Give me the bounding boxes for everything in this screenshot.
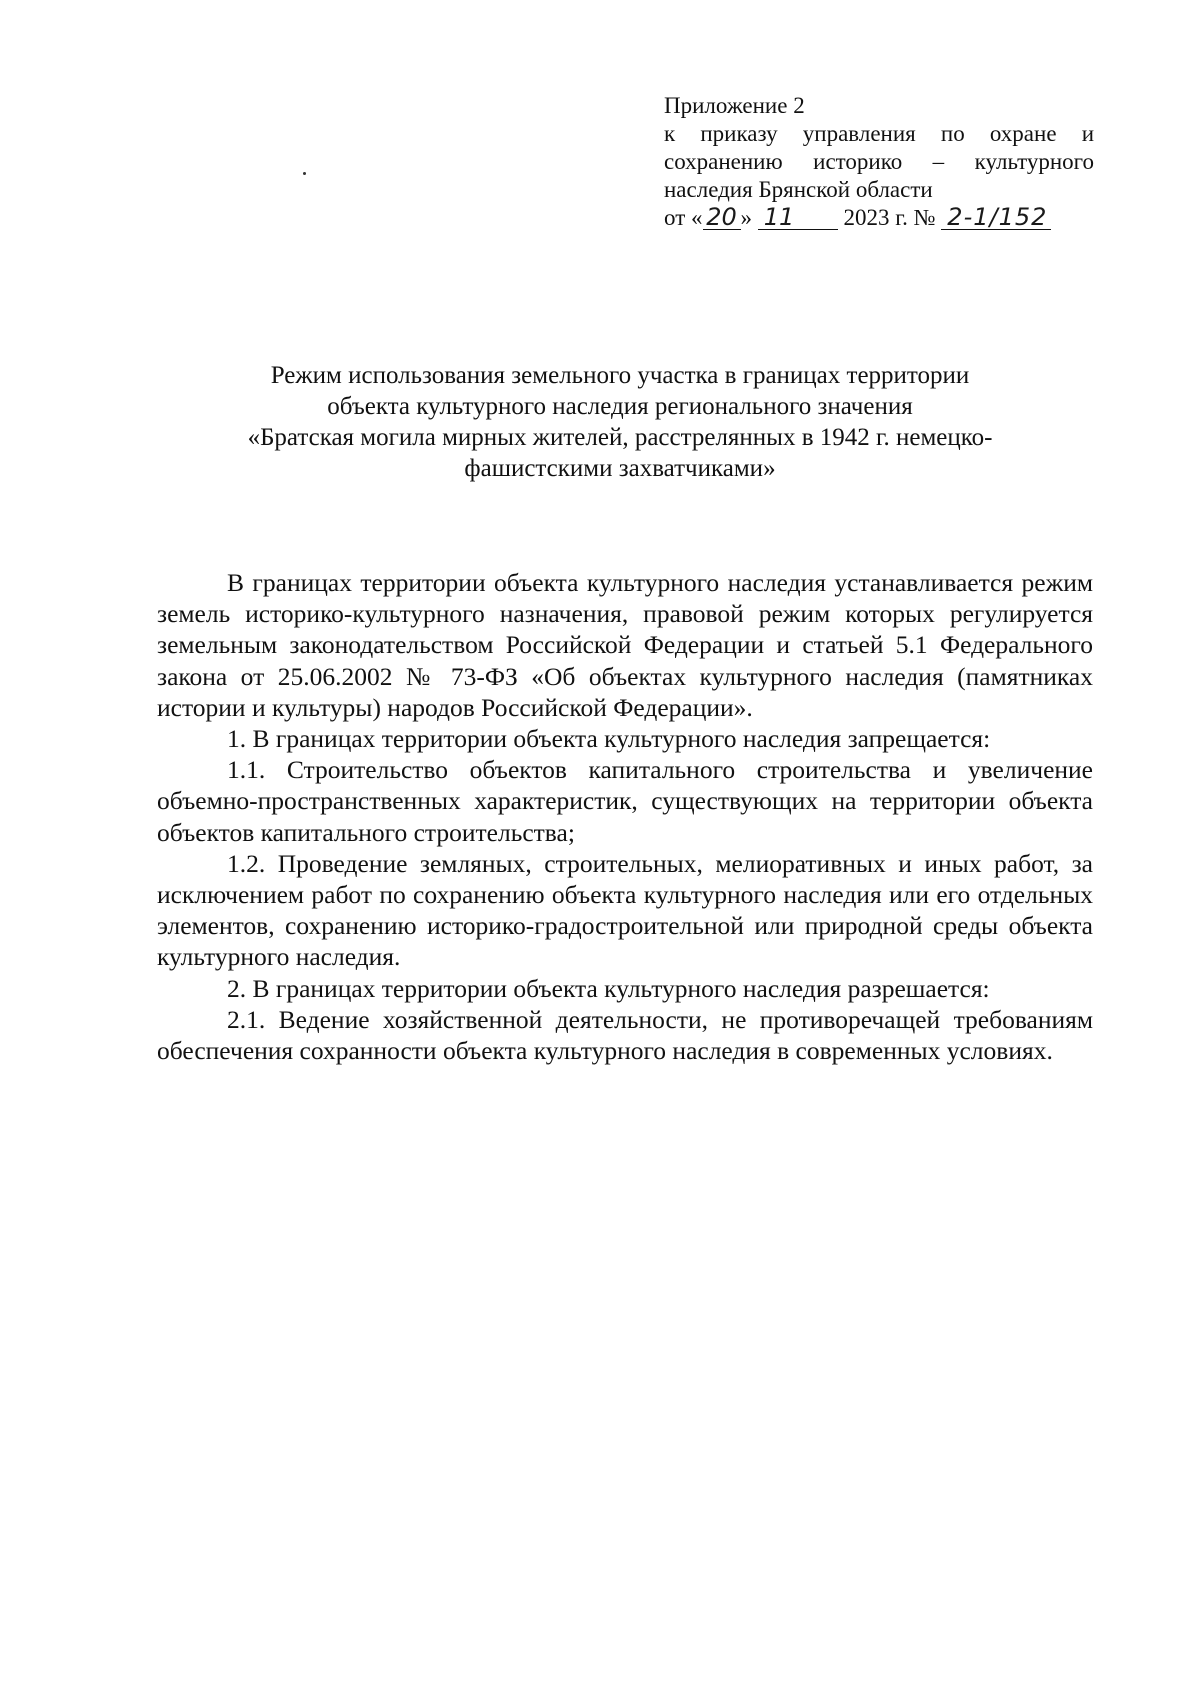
paragraph-1-1: 1.1. Строительство объектов капитального строительства и увеличение объемно-пространственных характеристик, существующих на территории объекта объектов капитального строительства; [157, 755, 1093, 847]
appendix-line-3: наследия Брянской области [664, 177, 933, 202]
title-line-1: Режим использования земельного участка в границах территории [270, 362, 970, 389]
appendix-title: Приложение 2 [664, 93, 805, 118]
appendix-date-line [664, 204, 1094, 232]
document-title [150, 360, 1090, 484]
date-day-close: » [740, 205, 752, 230]
handwritten-order-number: 2-1/152 [941, 205, 1051, 230]
appendix-line-1: к приказу управления по охране и [664, 121, 1094, 146]
handwritten-day: 20 [703, 205, 741, 230]
title-line-4: фашистскими захватчиками» [464, 455, 776, 482]
paragraph-intro: В границах территории объекта культурного наследия устанавливается режим земель историко-культурного назначения, правовой режим которых регулируется земельным законодательством Российской Федерации и статьей 5.1 Федерального закона от 25.06.2002 № 73-ФЗ «Об объектах культурного наследия (памятниках истории и культуры) народов Российской Федерации». [157, 568, 1093, 722]
paragraph-1: 1. В границах территории объекта культурного наследия запрещается: [227, 724, 991, 754]
handwritten-month: 11 [758, 205, 838, 230]
paragraph-1-2: 1.2. Проведение земляных, строительных, мелиоративных и иных работ, за исключением работ по сохранению объекта культурного наследия или его отдельных элементов, сохранению историко-градостроительной или природной среды объекта культурного наследия. [157, 848, 1093, 972]
paragraph-2: 2. В границах территории объекта культурного наследия разрешается: [227, 973, 990, 1003]
stray-mark [303, 172, 306, 175]
appendix-header [664, 92, 1094, 232]
title-line-3: «Братская могила мирных жителей, расстрелянных в 1942 г. немецко- [247, 424, 993, 451]
date-prefix: от « [664, 205, 703, 230]
appendix-line-2: сохранению историко – культурного [664, 149, 1094, 174]
document-body [157, 567, 1093, 1066]
date-year: 2023 г. № [843, 205, 936, 230]
paragraph-2-1: 2.1. Ведение хозяйственной деятельности, не противоречащей требованиям обеспечения сохранности объекта культурного наследия в современных условиях. [157, 1004, 1093, 1066]
title-line-2: объекта культурного наследия регионального значения [327, 393, 913, 420]
